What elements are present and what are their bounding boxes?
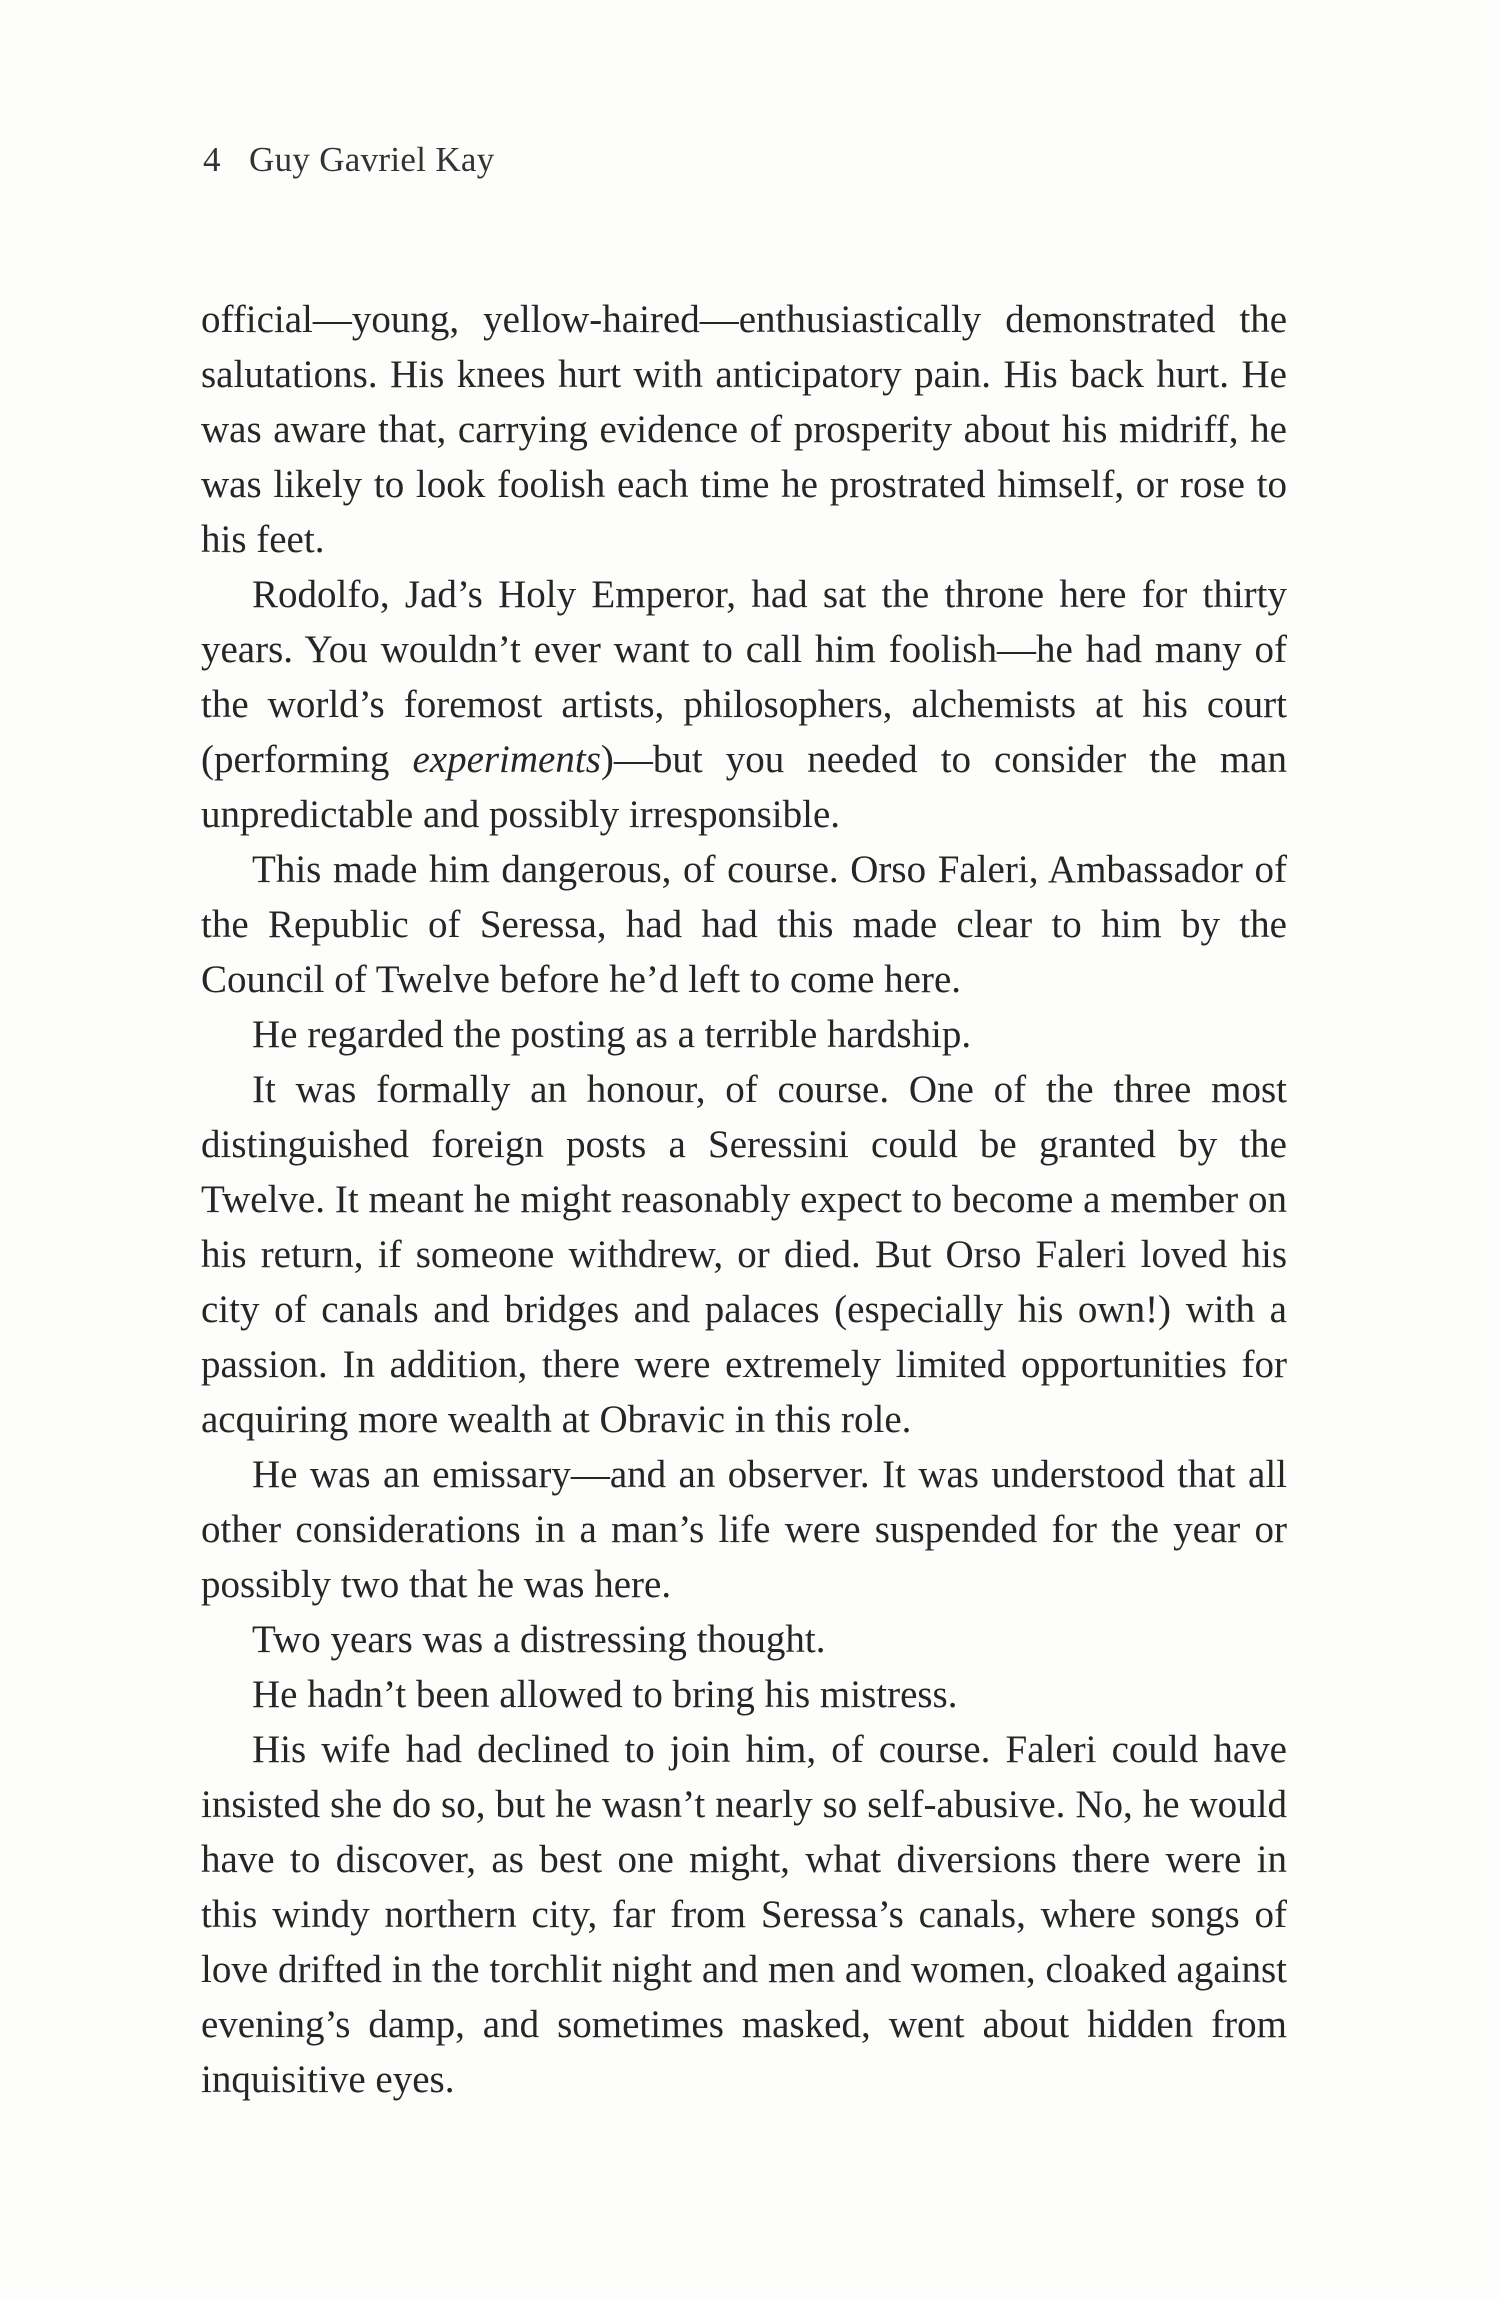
paragraph-text: )—but you needed to consider the man unpredictable and possibly irresponsible.	[201, 738, 1287, 836]
paragraph-text: His wife had declined to join him, of course. Faleri could have insisted she do so, but he wasn’t nearly so self-abusive. No, he would have to discover, as best one might, what diversions there were in this windy northern city, far from Seressa’s canals, where songs of love drifted in the torchlit night and men and women, cloaked against evening’s damp, and sometimes masked, went about hidden from inquisitive eyes.	[201, 1728, 1287, 2101]
paragraph	[201, 1722, 1287, 2107]
paragraph	[201, 1007, 1287, 1062]
paragraph-text: official—young, yellow-haired—enthusiastically demonstrated the salutations. His knees hurt with anticipatory pain. His back hurt. He was aware that, carrying evidence of prosperity about his midriff, he was likely to look foolish each time he prostrated himself, or rose to his feet.	[201, 298, 1287, 561]
paragraph-text: It was formally an honour, of course. One of the three most distinguished foreign posts a Seressini could be granted by the Twelve. It meant he might reasonably expect to become a member on his return, if someone withdrew, or died. But Orso Faleri loved his city of canals and bridges and palaces (especially his own!) with a passion. In addition, there were extremely limited opportunities for acquiring more wealth at Obravic in this role.	[201, 1068, 1287, 1441]
paragraph-text: He regarded the posting as a terrible hardship.	[252, 1013, 972, 1056]
paragraph-text: He was an emissary—and an observer. It was understood that all other considerations in a man’s life were suspended for the year or possibly two that he was here.	[201, 1453, 1287, 1606]
paragraph-text: Two years was a distressing thought.	[252, 1618, 826, 1661]
author-name: Guy Gavriel Kay	[249, 140, 495, 179]
paragraph	[201, 1612, 1287, 1667]
paragraph	[201, 567, 1287, 842]
paragraph-text: He hadn’t been allowed to bring his mistress.	[252, 1673, 958, 1716]
paragraph-text: Rodolfo, Jad’s Holy Emperor, had sat the throne here for thirty years. You wouldn’t ever want to call him foolish—he had many of the world’s foremost artists, philosophers, alchemists at his court (performing	[201, 573, 1287, 781]
paragraph	[201, 1062, 1287, 1447]
paragraph	[201, 1447, 1287, 1612]
body-text	[201, 292, 1287, 2107]
paragraph-text: This made him dangerous, of course. Orso Faleri, Ambassador of the Republic of Seressa, had had this made clear to him by the Council of Twelve before he’d left to come here.	[201, 848, 1287, 1001]
paragraph	[201, 1667, 1287, 1722]
italic-text: experiments	[412, 738, 601, 781]
paragraph	[201, 842, 1287, 1007]
page-number: 4	[203, 140, 221, 179]
paragraph	[201, 292, 1287, 567]
running-head	[203, 140, 495, 180]
